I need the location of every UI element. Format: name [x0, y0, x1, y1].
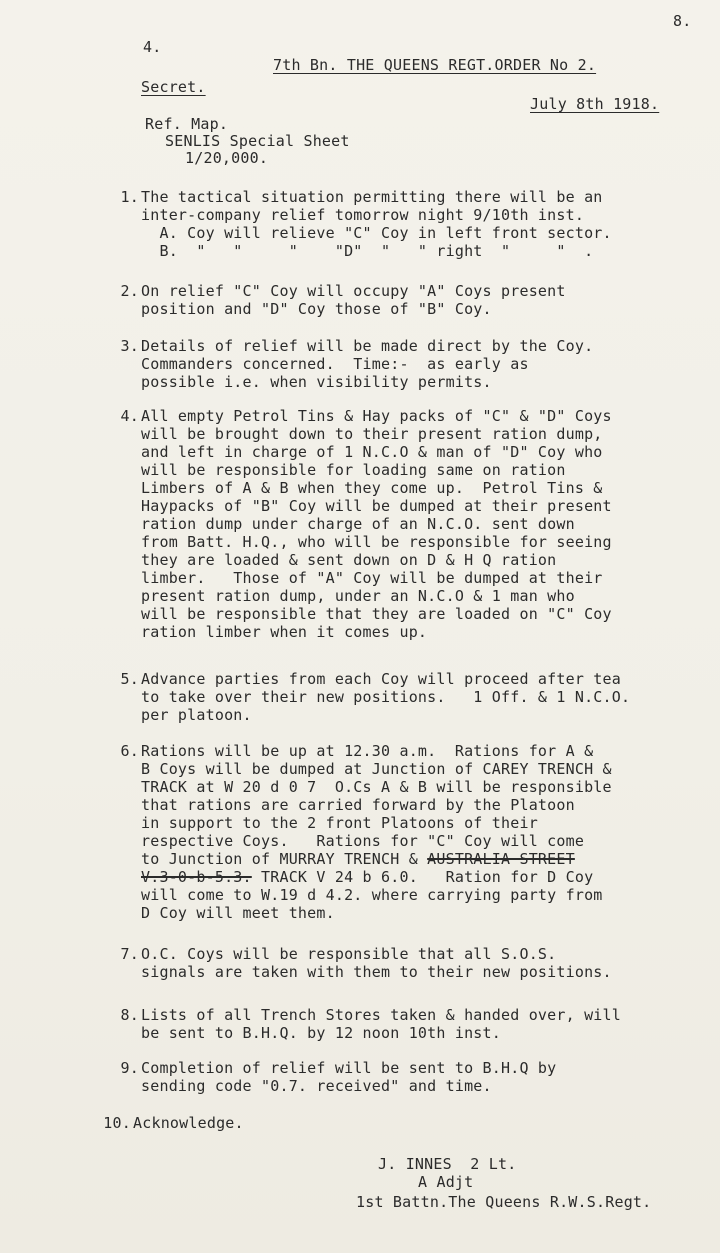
ref-map-sheet: SENLIS Special Sheet	[165, 132, 350, 150]
paragraph-line: position and "D" Coy those of "B" Coy.	[141, 300, 492, 318]
order-title: 7th Bn. THE QUEENS REGT.ORDER No 2.	[273, 56, 597, 74]
paragraph-line: and left in charge of 1 N.C.O & man of "D" Coy who	[141, 443, 603, 461]
paragraph-line: B. " " " "D" " " right " " .	[141, 242, 594, 260]
paragraph-line: TRACK at W 20 d 0 7 O.Cs A & B will be responsible	[141, 778, 612, 796]
paragraph-line: Advance parties from each Coy will proceed after tea	[141, 670, 621, 688]
paragraph-line: respective Coys. Rations for "C" Coy will come	[141, 832, 585, 850]
paragraph-line: will come to W.19 d 4.2. where carrying party from	[141, 886, 603, 904]
order-paragraph-4	[105, 407, 715, 641]
paragraph-line: Acknowledge.	[133, 1114, 244, 1132]
paragraph-line: Lists of all Trench Stores taken & handed over, will	[141, 1006, 621, 1024]
paragraph-line: possible i.e. when visibility permits.	[141, 373, 492, 391]
order-paragraph-1	[105, 188, 715, 260]
paragraph-line: signals are taken with them to their new positions.	[141, 963, 612, 981]
order-paragraph-3	[105, 337, 715, 391]
order-paragraph-10	[91, 1114, 701, 1132]
paragraph-number: 4.	[120, 407, 139, 425]
paragraph-line: ration limber when it comes up.	[141, 623, 428, 641]
paragraph-line: to take over their new positions. 1 Off. & 1 N.C.O.	[141, 688, 631, 706]
paragraph-number: 9.	[120, 1059, 139, 1077]
page-number: 8.	[673, 12, 692, 30]
paragraph-line: that rations are carried forward by the Platoon	[141, 796, 575, 814]
paragraph-number: 2.	[120, 282, 139, 300]
ref-map-scale: 1/20,000.	[185, 149, 269, 167]
paragraph-line: in support to the 2 front Platoons of their	[141, 814, 538, 832]
paragraph-line: Commanders concerned. Time:- as early as	[141, 355, 529, 373]
paragraph-line: be sent to B.H.Q. by 12 noon 10th inst.	[141, 1024, 501, 1042]
paragraph-line: sending code "0.7. received" and time.	[141, 1077, 492, 1095]
order-date: July 8th 1918.	[530, 95, 660, 113]
paragraph-line-with-strike: V.3-0-b-5.3. TRACK V 24 b 6.0. Ration for D Coy	[141, 868, 594, 886]
paragraph-number: 3.	[120, 337, 139, 355]
paragraph-line: present ration dump, under an N.C.O & 1 man who	[141, 587, 575, 605]
paragraph-line: Haypacks of "B" Coy will be dumped at their present	[141, 497, 612, 515]
struck-text: V.3-0-b-5.3.	[141, 868, 252, 886]
paragraph-line: D Coy will meet them.	[141, 904, 335, 922]
paragraph-line: All empty Petrol Tins & Hay packs of "C" & "D" Coys	[141, 407, 612, 425]
paragraph-number: 5.	[120, 670, 139, 688]
paragraph-line: On relief "C" Coy will occupy "A" Coys present	[141, 282, 566, 300]
paragraph-line: Limbers of A & B when they come up. Petrol Tins &	[141, 479, 603, 497]
paragraph-line: inter-company relief tomorrow night 9/10th inst.	[141, 206, 585, 224]
sheet-number: 4.	[143, 38, 162, 56]
signature-name: J. INNES 2 Lt.	[378, 1155, 517, 1173]
order-paragraph-6	[105, 742, 715, 922]
paragraph-line: The tactical situation permitting there will be an	[141, 188, 603, 206]
paragraph-number: 1.	[120, 188, 139, 206]
paragraph-number: 10.	[103, 1114, 131, 1132]
paragraph-line: Completion of relief will be sent to B.H.Q by	[141, 1059, 557, 1077]
paragraph-line: ration dump under charge of an N.C.O. sent down	[141, 515, 575, 533]
paragraph-line: Rations will be up at 12.30 a.m. Rations for A &	[141, 742, 594, 760]
paragraph-line: they are loaded & sent down on D & H Q ration	[141, 551, 557, 569]
order-paragraph-9	[105, 1059, 715, 1095]
paragraph-line: from Batt. H.Q., who will be responsible for seeing	[141, 533, 612, 551]
paragraph-line: B Coys will be dumped at Junction of CAREY TRENCH &	[141, 760, 612, 778]
signature-unit: 1st Battn.The Queens R.W.S.Regt.	[356, 1193, 652, 1211]
order-paragraph-7	[105, 945, 715, 981]
paragraph-line: limber. Those of "A" Coy will be dumped at their	[141, 569, 603, 587]
order-paragraph-2	[105, 282, 715, 318]
order-paragraph-5	[105, 670, 715, 724]
struck-text: AUSTRALIA STREET	[427, 850, 575, 868]
paragraph-line: will be brought down to their present ration dump,	[141, 425, 603, 443]
paragraph-line: Details of relief will be made direct by the Coy.	[141, 337, 594, 355]
paragraph-number: 8.	[120, 1006, 139, 1024]
paragraph-line: O.C. Coys will be responsible that all S.O.S.	[141, 945, 557, 963]
signature-role: A Adjt	[418, 1173, 474, 1191]
paragraph-line: will be responsible that they are loaded on "C" Coy	[141, 605, 612, 623]
paragraph-number: 7.	[120, 945, 139, 963]
order-paragraph-8	[105, 1006, 715, 1042]
classification-label: Secret.	[141, 78, 206, 96]
paragraph-number: 6.	[120, 742, 139, 760]
paragraph-line: will be responsible for loading same on ration	[141, 461, 566, 479]
paragraph-line-with-strike: to Junction of MURRAY TRENCH & AUSTRALIA STREET	[141, 850, 575, 868]
paragraph-line: per platoon.	[141, 706, 252, 724]
paragraph-line: A. Coy will relieve "C" Coy in left front sector.	[141, 224, 612, 242]
ref-map-heading: Ref. Map.	[145, 115, 229, 133]
